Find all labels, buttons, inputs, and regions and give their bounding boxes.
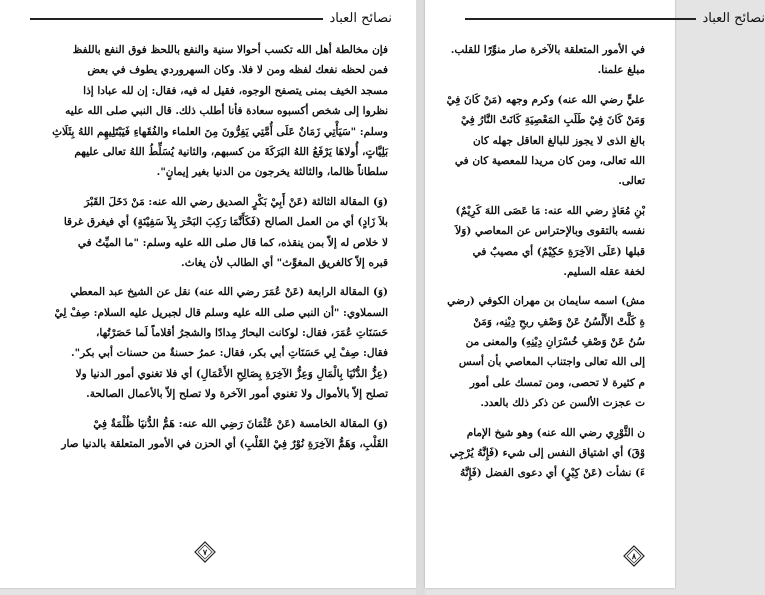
text-line: مبلغ علمنا.	[597, 64, 645, 77]
text-line: بَلِيَّاتٍ، أُولاهَا يَرْفَعُ اللهُ البَرَكَةَ من كسبهم، والثانية يُسَلِّطُ اللهُ تعالى عليهم	[74, 145, 388, 158]
text-line: بْنِ مُعَاذٍ رضي الله عنه: مَا عَصَى اللهَ كَرِيْمٌ)	[455, 204, 645, 217]
text-line: الله تعالى، ومن كان مريدا للمعصية كان في	[454, 154, 645, 167]
text-line: القَلْبِ، وَهَمُّ الآخِرَةِ نُوْرٌ فِيْ القَلْبِ) أي الحزن في الأمور المتعلقة بالدنيا صار	[61, 438, 388, 451]
paragraph	[32, 282, 388, 404]
text-line: بالغ الذى لا يجوز للبالغ العاقل جهله كان	[472, 134, 645, 147]
text-line: ن الثَّوْرِي رضي الله عنه) وهو شيخ الإمام	[466, 426, 645, 439]
text-line: سُنُ عَنْ وَصْفِ خُسْرَانِ دِيْنِهِ) والمعنى من	[465, 336, 645, 349]
text-line: في الأمور المتعلقة بالآخرة صار منوِّرًا للقلب.	[450, 44, 645, 56]
text-line: (وَ) المقالة الرابعة (عَنْ عُمَرَ رضي الله عنه) نقل عن الشيخ عبد المعطي	[70, 286, 388, 299]
text-line: لخفة عقله السليم.	[563, 265, 645, 278]
paragraph	[425, 90, 645, 192]
text-line: بلاَ زَادٍ) أي من العمل الصالح (فَكَأَنَّمَا رَكِبَ البَحْرَ بِلاَ سَفِيْنَةٍ) أي فيغرق غرقا	[63, 216, 388, 229]
text-line: ةِ كَلَّتْ الأَلْسُنُ عَنْ وَصْفِ ربحِ دِيْنِه، وَمَنْ	[473, 315, 645, 328]
text-line: فمن لحظه نفعك لفظه ومن لا فلا. وكان السهروردي يطوف في بعض	[87, 64, 388, 77]
paragraph	[32, 40, 388, 183]
paragraph	[32, 414, 388, 455]
text-line: مش) اسمه سايمان بن مهران الكوفي (رضي	[447, 295, 645, 308]
running-title: نصائح العباد	[702, 11, 765, 26]
left-page-header	[30, 10, 392, 28]
text-line: مسجد الخيف بمنى يتصفح الوجوه، فقيل له فيه، فقال: إن لله عبادا إذا	[83, 84, 388, 97]
running-title: نصائح العباد	[329, 11, 392, 26]
left-page-text	[32, 40, 388, 463]
text-line: وَمَنْ كَانَ فِيْ طَلَبِ المَعْصِيَةِ كَانَتْ النَّارُ فِيْ	[460, 114, 645, 127]
paragraph	[425, 291, 645, 413]
right-page	[425, 0, 765, 588]
paragraph	[425, 201, 645, 283]
header-rule	[465, 18, 696, 20]
text-line: قبلها (عَلَى الآخِرَةِ حَكِيْمٌ) أي مصيبٌ في	[472, 245, 645, 258]
text-line: عليٍّ رضي الله عنه) وكرم وجهه (مَنْ كَانَ فِيْ	[446, 93, 645, 106]
text-line: (عِزُّ الدُّنْيَا بِالْمَالِ وَعِزُّ الآخِرَةِ بِصَالِحِ الأَعْمَالِ) أي فلا تغنوي أمور الدنيا ولا	[75, 367, 388, 380]
text-line: تعالى.	[618, 175, 645, 188]
text-line: حَسَنَاتِ عُمَرَ، فقال: لوكانت البحارُ مِدادًا والشجرُ أقلاماً لَما حَصَرْتُها،	[96, 327, 388, 340]
page-number-ornament	[194, 541, 216, 563]
right-page-text	[425, 40, 645, 493]
text-line: السملاوي: "أن النبي صلى الله عليه وسلم قال لجبريل عليه السلام: صِفْ لِيْ	[54, 306, 388, 319]
text-line: (وَ) المقالة الخامسة (عَنْ عُثْمَانَ رَضِي الله عنه: هَمُّ الدُّنيَا ظُلْمَةٌ فِيْ	[93, 417, 388, 430]
page-number: ٧	[202, 547, 208, 557]
text-line: ت عجزت الألسن عن ذكر ذلك بالعدد.	[480, 397, 645, 410]
page-number: ٨	[631, 551, 637, 561]
paragraph	[32, 192, 388, 274]
right-page-header	[465, 10, 765, 28]
header-rule	[30, 18, 323, 20]
text-line: وْقَ) أي اشتياق النفس إلى شيء (فَإِنَّهُ يُرْجِي	[449, 447, 645, 460]
text-line: (وَ) المقالة الثالثة (عَنْ أَبِيْ بَكْرٍ الصديق رضي الله عنه: مَنْ دَخَلَ القَبْرَ	[84, 195, 388, 208]
page-number-ornament	[623, 545, 645, 567]
text-line: وسلم: "سَيَأْتِي زَمَانٌ عَلَى أُمَّتِي يَفِرُّونَ مِنَ العلماء والفُقَهاءِ فَيَبْتَلِيهِم اللهُ بِثَلَاثِ	[52, 125, 388, 138]
text-line: فإن مخالطة أهل الله تكسب أحوالا سنية والنفع باللحظ فوق النفع باللفظ	[72, 44, 388, 56]
paragraph	[425, 40, 645, 81]
text-line: تصلح إلاّ بالأموال ولا تغنوي أمور الآخرة ولا تصلح إلاّ بالأعمال الصالحة.	[86, 388, 388, 401]
text-line: إلى الله تعالى واجتناب المعاصي بأن أسس	[458, 356, 645, 369]
paragraph	[425, 423, 645, 484]
text-line: نفسه بالتقوى وبالإحتراس عن المعاصي (وَلاَ	[455, 225, 645, 238]
text-line: قبره إلاّ كالغريق المغوِّث" أي الطالب لأن يغاث.	[181, 256, 388, 269]
text-line: نظروا إلى شخص أكسبوه سعادة فأنا أطلب ذلك. قال النبي صلى الله عليه	[65, 105, 388, 118]
text-line: فقال: صِفْ لِي حَسَنَاتِ أبي بكر، فقال: عمرُ حسنةٌ من حسنات أبي بكر".	[70, 347, 388, 360]
text-line: لا خلاص له إلاّ بمن ينقذه، كما قال صلى الله عليه وسلم: "ما الميِّتُ في	[77, 236, 388, 249]
text-line: م كثيرة لا تحصى، ومن تمسك على أمور	[469, 376, 645, 389]
text-line: ءَ) نشأت (عَنْ كِبْرٍ) أي دعوى الفضل (فَإِنَّهُ	[460, 467, 645, 480]
book-gutter	[416, 0, 425, 595]
text-line: سلطاناً ظالما، والثالثة يخرجون من الدنيا بغير إيمانٍ".	[156, 166, 388, 179]
